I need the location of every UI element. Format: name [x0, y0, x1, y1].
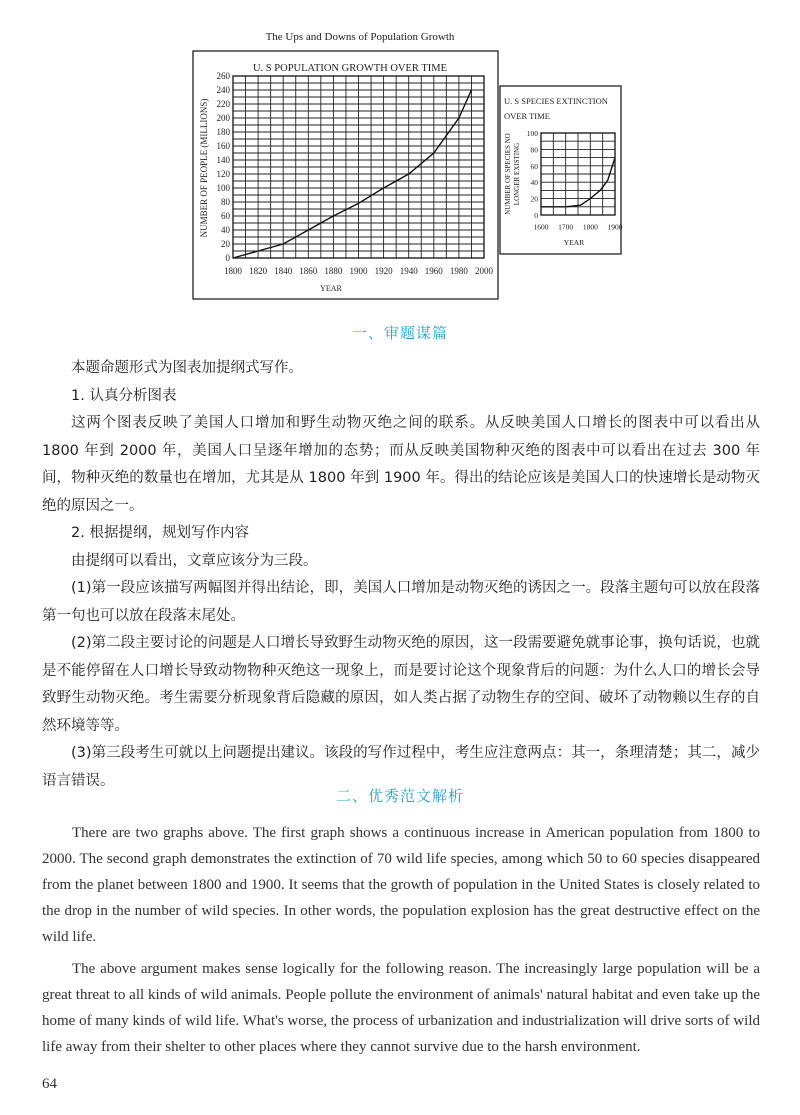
population-chart-x-tick-label: 1840 [274, 266, 293, 276]
population-chart-ylabel: NUMBER OF PEOPLE (MILLIONS) [199, 98, 209, 238]
essay-paragraph-2: The above argument makes sense logically for the following reason. The increasingly large population will be a great threat to all kinds of wild animals. People pollute the environment of animals' natural habitat and even take up the home of many kinds of wild life. What's worse, the process of urbanization and industrialization will drive sorts of wild life away from their shelter to other places where they cannot survive due to the harsh environment. [42, 961, 760, 1055]
paragraph-one-guide: (1)第一段应该描写两幅图并得出结论，即，美国人口增加是动物灭绝的诱因之一。段落主题句可以放在段落第一句也可以放在段落末尾处。 [42, 580, 760, 624]
extinction-chart-ylabel: NUMBER OF SPECIES NO [504, 133, 512, 215]
population-chart-x-ticks [224, 266, 494, 276]
population-chart-xlabel: YEAR [320, 284, 342, 293]
paragraph-two-guide: (2)第二段主要讨论的问题是人口增长导致野生动物灭绝的原因，这一段需要避免就事论事，换句话说，也就是不能停留在人口增长导致动物物种灭绝这一现象上，而是要讨论这个现象背后的问题：为什么人口的增长会导致野生动物灭绝。考生需要分析现象背后隐藏的原因，如人类占据了动物生存的空间、破坏了动物赖以生存的自然环境等等。 [42, 635, 760, 734]
population-chart-y-tick-label: 140 [216, 155, 230, 165]
population-chart-x-tick-label: 1960 [424, 266, 443, 276]
population-chart-x-tick-label: 1820 [249, 266, 268, 276]
population-chart-y-tick-label: 120 [216, 169, 230, 179]
extinction-chart-x-tick-label: 1700 [558, 222, 574, 232]
extinction-chart-y-tick-label: 40 [530, 178, 538, 188]
population-chart-grid [233, 76, 484, 258]
sample-essay [42, 820, 760, 1060]
extinction-chart-y-tick-label: 0 [534, 211, 538, 220]
intro-paragraph: 本题命题形式为图表加提纲式写作。 [71, 360, 303, 376]
essay-paragraph-1: There are two graphs above. The first graph shows a continuous increase in American population from 1800 to 2000. The second graph demonstrates the extinction of 70 wild life species, among which 50 to 60 species disappeared from the planet between 1800 and 1900. It seems that the growth of population in the United States is closely related to the drop in the number of wild species. In other words, the population explosion has the great destructive effect on the wild life. [42, 825, 760, 945]
population-chart-x-tick-label: 1800 [224, 266, 242, 276]
population-chart-y-tick-label: 160 [216, 141, 230, 151]
population-chart-x-tick-label: 1880 [324, 266, 343, 276]
population-chart-y-tick-label: 220 [216, 99, 230, 109]
extinction-chart-y-tick-label: 20 [530, 194, 538, 204]
population-chart-title: U. S POPULATION GROWTH OVER TIME [252, 63, 448, 74]
population-chart-y-tick-label: 20 [221, 239, 230, 249]
population-chart-x-tick-label: 1860 [299, 266, 318, 276]
population-chart-y-tick-label: 240 [216, 85, 230, 95]
chart-analysis-paragraph: 这两个图表反映了美国人口增加和野生动物灭绝之间的联系。从反映美国人口增长的图表中可以看出从 1800 年到 2000 年，美国人口呈逐年增加的态势；而从反映美国物种灭绝的图表中可以看出在过去 300 年间，物种灭绝的数量也在增加，尤其是从 1800 年到 1900 年。得出的结论应该是美国人口的快速增长是动物灭绝的原因之一。 [42, 415, 760, 514]
population-figure [0, 0, 800, 310]
outline-paragraph: 由提纲可以看出，文章应该分为三段。 [71, 552, 318, 569]
population-chart-x-tick-label: 1980 [449, 266, 468, 276]
population-chart-y-tick-label: 80 [221, 197, 230, 207]
extinction-chart-x-tick-label: 1900 [607, 222, 623, 232]
population-chart-y-tick-label: 200 [216, 113, 230, 123]
extinction-chart-ylabel-line2: LONGER EXISTING [513, 142, 521, 206]
population-chart-x-tick-label: 2000 [475, 266, 493, 276]
step2-heading: 2. 根据提纲，规划写作内容 [71, 525, 249, 541]
extinction-chart-xlabel: YEAR [563, 238, 585, 247]
population-chart-x-tick-label: 1900 [349, 266, 368, 276]
section1-body [42, 355, 760, 795]
population-chart-y-tick-label: 100 [216, 183, 230, 193]
population-chart-y-tick-label: 0 [225, 253, 230, 263]
population-chart-y-tick-label: 260 [216, 71, 230, 81]
page-number: 64 [42, 1076, 57, 1092]
population-chart-x-tick-label: 1940 [399, 266, 418, 276]
population-chart-x-tick-label: 1920 [374, 266, 393, 276]
extinction-chart-y-tick-label: 60 [530, 161, 538, 171]
step1-heading: 1. 认真分析图表 [71, 387, 177, 404]
section2-heading: 二、优秀范文解析 [335, 787, 464, 805]
paragraph-three-guide: (3)第三段考生可就以上问题提出建议。该段的写作过程中，考生应注意两点：其一，条理清楚；其二，减少语言错误。 [42, 745, 760, 789]
population-chart-y-tick-label: 40 [221, 225, 230, 235]
figure-title: The Ups and Downs of Population Growth [265, 31, 455, 43]
section1-heading: 一、审题谋篇 [351, 324, 448, 342]
figure-svg [0, 0, 800, 310]
extinction-chart-x-tick-label: 1600 [533, 222, 549, 232]
extinction-chart-x-tick-label: 1800 [582, 222, 598, 232]
extinction-chart-y-tick-label: 100 [526, 129, 538, 138]
population-chart-y-tick-label: 60 [221, 211, 230, 221]
extinction-chart-y-tick-label: 80 [530, 145, 538, 155]
population-chart-y-tick-label: 180 [216, 127, 230, 137]
extinction-chart-title: U. S SPECIES EXTINCTION OVER TIME [504, 96, 608, 121]
